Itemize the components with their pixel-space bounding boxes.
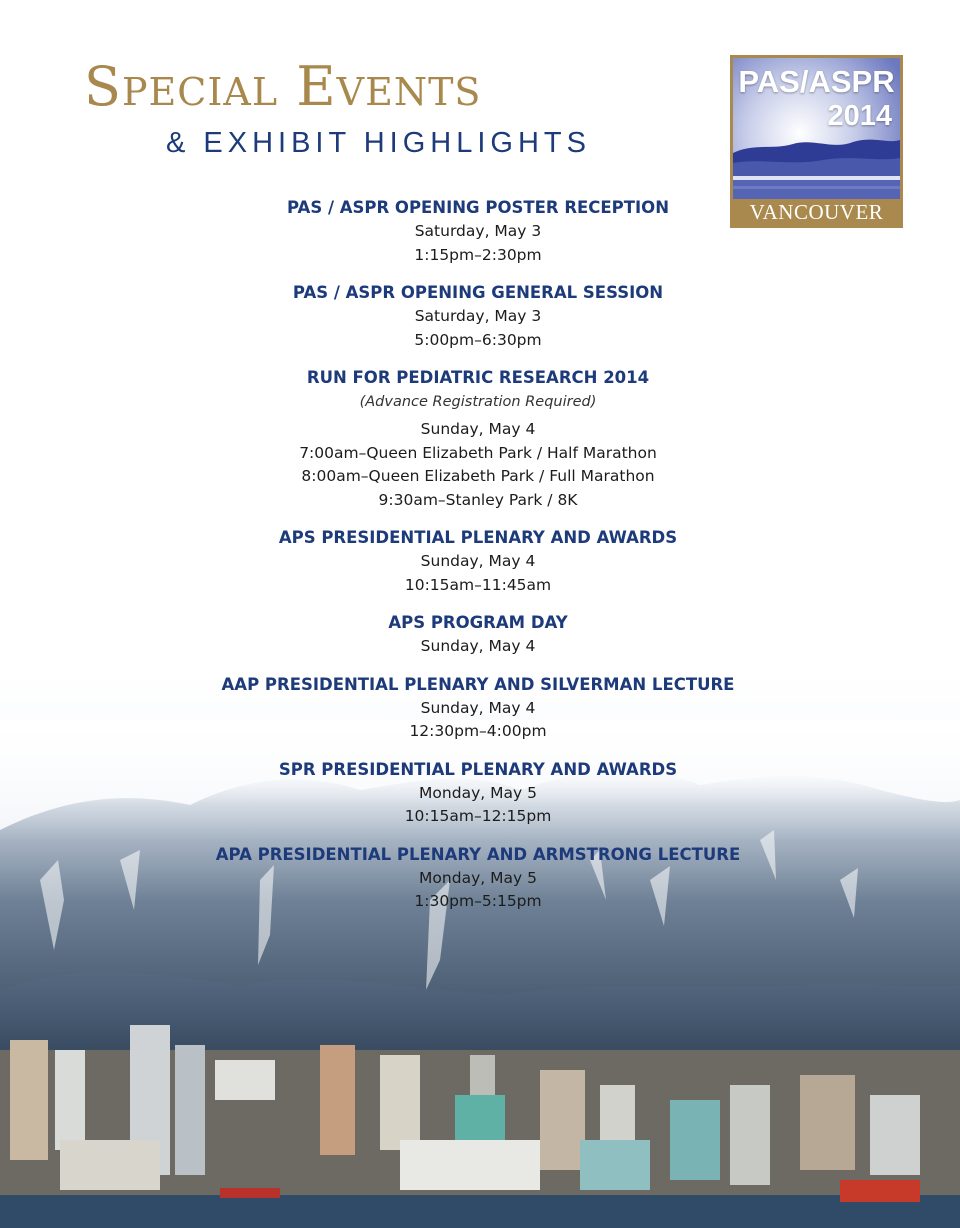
event-title: APA PRESIDENTIAL PLENARY AND ARMSTRONG LECTURE bbox=[215, 844, 741, 864]
event-note: (Advance Registration Required) bbox=[359, 394, 597, 410]
page-title: Special Events bbox=[84, 55, 482, 118]
event-date: Sunday, May 4 bbox=[420, 420, 536, 438]
event-time: 1:30pm–5:15pm bbox=[414, 892, 542, 910]
event-item bbox=[0, 526, 956, 597]
event-date: Sunday, May 4 bbox=[420, 552, 536, 570]
logo-text-year: 2014 bbox=[827, 100, 892, 132]
event-time: 10:15am–12:15pm bbox=[404, 807, 552, 825]
event-item bbox=[0, 196, 956, 267]
event-title: APS PROGRAM DAY bbox=[388, 613, 568, 632]
event-date: Sunday, May 4 bbox=[420, 637, 536, 655]
event-item bbox=[0, 673, 956, 744]
event-date: Saturday, May 3 bbox=[414, 222, 542, 240]
events-list bbox=[0, 196, 956, 914]
event-item bbox=[0, 366, 956, 512]
event-title: AAP PRESIDENTIAL PLENARY AND SILVERMAN LECTURE bbox=[221, 674, 735, 694]
event-time: 8:00am–Queen Elizabeth Park / Full Marathon bbox=[301, 467, 655, 485]
event-time: 5:00pm–6:30pm bbox=[414, 330, 542, 349]
page-subtitle: & EXHIBIT HIGHLIGHTS bbox=[166, 127, 591, 159]
event-title: SPR PRESIDENTIAL PLENARY AND AWARDS bbox=[278, 759, 678, 779]
event-date: Monday, May 5 bbox=[419, 868, 537, 887]
event-item bbox=[0, 758, 956, 829]
logo-text-vancouver: VANCOUVER bbox=[733, 199, 900, 225]
logo-text-pas-aspr: PAS/ASPR bbox=[738, 64, 895, 99]
event-item bbox=[0, 843, 956, 914]
event-date: Sunday, May 4 bbox=[420, 698, 536, 717]
event-title: PAS / ASPR OPENING GENERAL SESSION bbox=[292, 283, 664, 302]
event-time: 12:30pm–4:00pm bbox=[409, 722, 547, 740]
event-title: APS PRESIDENTIAL PLENARY AND AWARDS bbox=[278, 528, 678, 547]
event-title: RUN FOR PEDIATRIC RESEARCH 2014 bbox=[306, 368, 650, 387]
event-title: PAS / ASPR OPENING POSTER RECEPTION bbox=[286, 198, 670, 217]
event-time: 1:15pm–2:30pm bbox=[414, 245, 542, 264]
event-time: 9:30am–Stanley Park / 8K bbox=[378, 490, 578, 509]
event-date: Monday, May 5 bbox=[419, 783, 537, 802]
event-date: Saturday, May 3 bbox=[414, 307, 542, 325]
event-item bbox=[0, 281, 956, 352]
event-time: 10:15am–11:45am bbox=[404, 575, 552, 594]
event-item bbox=[0, 611, 956, 659]
event-time: 7:00am–Queen Elizabeth Park / Half Marathon bbox=[299, 443, 657, 462]
